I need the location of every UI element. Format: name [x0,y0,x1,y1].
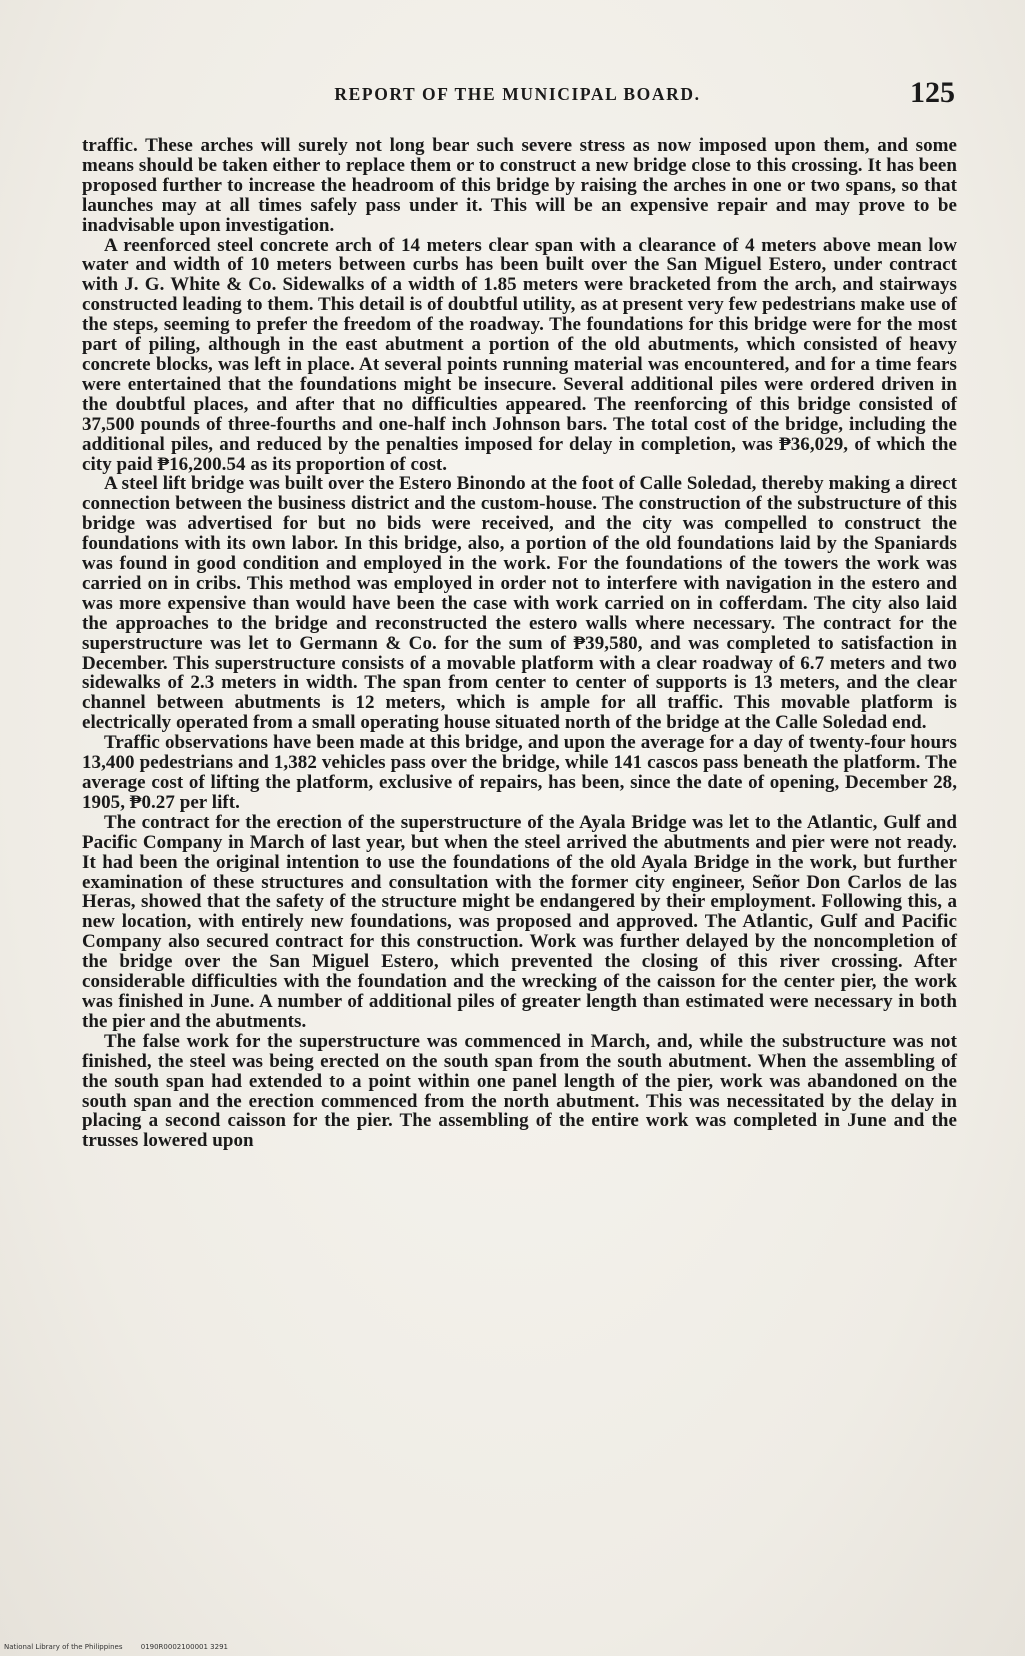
paragraph: Traffic observations have been made at this bridge, and upon the average for a day of twenty-four hours 13,400 pedestrians and 1,382 vehicles pass over the bridge, while 141 cascos pass beneath the platform. The average cost of lifting the platform, exclusive of repairs, has been, since the date of opening, December 28, 1905, ₱0.27 per lift. [82,732,957,813]
body-text [82,136,957,1151]
page-header [80,78,955,118]
running-head: REPORT OF THE MUNICIPAL BOARD. [334,84,701,104]
library-name: National Library of the Philippines [4,1643,123,1651]
paragraph: A reenforced steel concrete arch of 14 meters clear span with a clearance of 4 meters above mean low water and width of 10 meters between curbs has been built over the San Miguel Estero, under contract with J. G. White & Co. Sidewalks of a width of 1.85 meters were bracketed from the arch, and stairways constructed leading to them. This detail is of doubtful utility, as at present very few pedestrians make use of the steps, seeming to prefer the freedom of the roadway. The foundations for this bridge were for the most part of piling, although in the east abutment a portion of the old abutments, which consisted of heavy concrete blocks, was left in place. At several points running material was encountered, and for a time fears were entertained that the foundations might be insecure. Several additional piles were ordered driven in the doubtful places, and after that no difficulties appeared. The reenforcing of this bridge consisted of 37,500 pounds of three-fourths and one-half inch Johnson bars. The total cost of the bridge, including the additional piles, and reduced by the penalties imposed for delay in completion, was ₱36,029, of which the city paid ₱16,200.54 as its proportion of cost. [82,234,957,475]
paragraph: The contract for the erection of the superstructure of the Ayala Bridge was let to the Atlantic, Gulf and Pacific Company in March of last year, but when the steel arrived the abutments and pier were not ready. It had been the original intention to use the foundations of the old Ayala Bridge in the work, but further examination of these structures and consultation with the former city engineer, Señor Don Carlos de las Heras, showed that the safety of the structure might be endangered by their employment. Following this, a new location, with entirely new foundations, was proposed and approved. The Atlantic, Gulf and Pacific Company also secured contract for this construction. Work was further delayed by the noncompletion of the bridge over the San Miguel Estero, which prevented the closing of this river crossing. After considerable difficulties with the foundation and the wrecking of the caisson for the center pier, the work was finished in June. A number of additional piles of greater length than estimated were necessary in both the pier and the abutments. [82,811,957,1032]
scan-id: 0190R0002100001 3291 [140,1643,228,1651]
page-number: 125 [910,76,955,109]
paragraph: A steel lift bridge was built over the Estero Binondo at the foot of Calle Soledad, thereby making a direct connection between the business district and the custom-house. The construction of the substructure of this bridge was advertised for but no bids were received, and the city was compelled to construct the foundations with its own labor. In this bridge, also, a portion of the old foundations laid by the Spaniards was found in good condition and employed in the work. For the foundations of the towers the work was carried on in cribs. This method was employed in order not to interfere with navigation in the estero and was more expensive than would have been the case with work carried on in cofferdam. The city also laid the approaches to the bridge and reconstructed the estero walls where necessary. The contract for the superstructure was let to Germann & Co. for the sum of ₱39,580, and was completed to satisfaction in December. This superstructure consists of a movable platform with a clear roadway of 6.7 meters and two sidewalks of 2.3 meters in width. The span from center to center of supports is 13 meters, and the clear channel between abutments is 12 meters, which is ample for all traffic. This movable platform is electrically operated from a small operating house situated north of the bridge at the Calle Soledad end. [82,473,957,734]
paragraph: traffic. These arches will surely not long bear such severe stress as now imposed upon them, and some means should be taken either to replace them or to construct a new bridge close to this crossing. It has been proposed further to increase the headroom of this bridge by raising the arches in one or two spans, so that launches may at all times safely pass under it. This will be an expensive repair and may prove to be inadvisable upon investigation. [82,135,957,236]
scan-footer [4,1643,244,1651]
paragraph: The false work for the superstructure was commenced in March, and, while the substructure was not finished, the steel was being erected on the south span from the south abutment. When the assembling of the south span had extended to a point within one panel length of the pier, work was abandoned on the south span and the erection commenced from the north abutment. This was necessitated by the delay in placing a second caisson for the pier. The assembling of the entire work was completed in June and the trusses lowered upon [82,1030,957,1152]
